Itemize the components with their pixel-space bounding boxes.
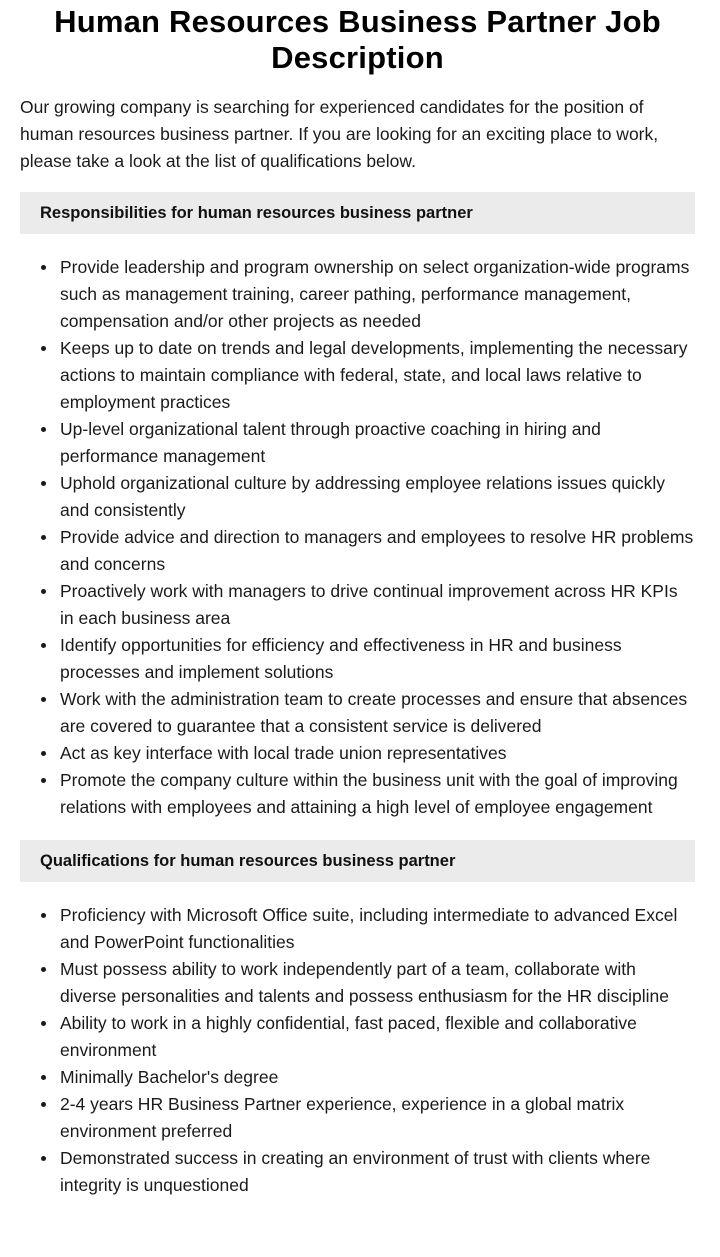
responsibility-item: Work with the administration team to create processes and ensure that absences are covered to guarantee that a consistent service is delivered [60,686,695,740]
responsibility-item: Promote the company culture within the business unit with the goal of improving relations with employees and attaining a high level of employee engagement [60,767,695,821]
responsibility-item: Keeps up to date on trends and legal developments, implementing the necessary actions to maintain compliance with federal, state, and local laws relative to employment practices [60,335,695,416]
qualification-item: 2-4 years HR Business Partner experience, experience in a global matrix environment preferred [60,1091,695,1145]
responsibility-item: Uphold organizational culture by addressing employee relations issues quickly and consistently [60,470,695,524]
responsibility-item: Proactively work with managers to drive continual improvement across HR KPIs in each business area [60,578,695,632]
job-description-page [0,4,720,1199]
responsibility-item: Provide advice and direction to managers and employees to resolve HR problems and concerns [60,524,695,578]
qualification-item: Must possess ability to work independently part of a team, collaborate with diverse personalities and talents and possess enthusiasm for the HR discipline [60,956,695,1010]
responsibilities-list [20,254,695,821]
qualification-item: Demonstrated success in creating an environment of trust with clients where integrity is unquestioned [60,1145,695,1199]
responsibility-item: Up-level organizational talent through proactive coaching in hiring and performance management [60,416,695,470]
qualification-item: Ability to work in a highly confidential, fast paced, flexible and collaborative environment [60,1010,695,1064]
page-title: Human Resources Business Partner Job Description [54,4,661,75]
qualifications-list [20,902,695,1199]
responsibility-item: Identify opportunities for efficiency and effectiveness in HR and business processes and implement solutions [60,632,695,686]
responsibilities-heading: Responsibilities for human resources business partner [20,192,695,234]
intro-paragraph: Our growing company is searching for experienced candidates for the position of human resources business partner. If you are looking for an exciting place to work, please take a look at the list of qualifications below. [20,97,659,171]
qualification-item: Minimally Bachelor's degree [60,1064,695,1091]
qualifications-heading: Qualifications for human resources business partner [20,840,695,882]
responsibility-item: Act as key interface with local trade union representatives [60,740,695,767]
qualification-item: Proficiency with Microsoft Office suite, including intermediate to advanced Excel and PowerPoint functionalities [60,902,695,956]
responsibility-item: Provide leadership and program ownership on select organization-wide programs such as management training, career pathing, performance management, compensation and/or other projects as needed [60,254,695,335]
